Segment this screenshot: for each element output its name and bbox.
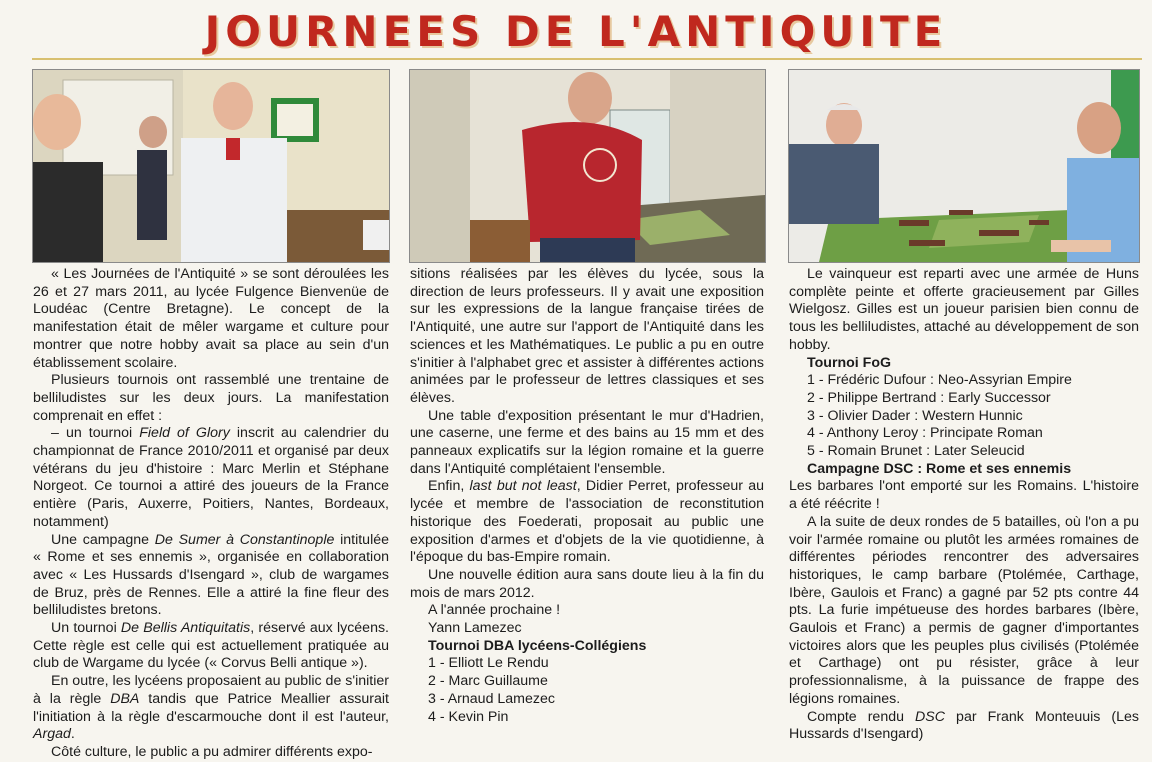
paragraph: Un tournoi De Bellis Antiquitatis, réservé aux lycéens. Cette règle est celle qui est actuellement pratiquée au club de Wargame du lycée (« Corvus Belli antique »). (33, 620, 390, 672)
title-divider (32, 58, 1142, 60)
paragraph: sitions réalisées par les élèves du lycée, sous la direction de leurs professeurs. Il y avait une exposition sur les expressions de la langue française tirées de l'Antiquité, une autre sur l'apport de l'Antiquité dans les sciences et les Mathématiques. Le public a pu en outre s'initier à l'alphabet grec et assister à différentes actions animées par le professeur de lettres classiques et ses élèves. (410, 266, 764, 406)
paragraph: Les barbares l'ont emporté sur les Romains. L'histoire a été réécrite ! (789, 478, 1139, 513)
list-item: 2 - Philippe Bertrand : Early Successor (807, 389, 1051, 406)
paragraph: Le vainqueur est reparti avec une armée de Huns complète peinte et offerte gracieusement par Gilles Wielgosz. Gilles est un joueur parisien bien connu de tous les belliludistes, attaché au développement de son hobby. (789, 266, 1139, 353)
paragraph: Plusieurs tournois ont rassemblé une trentaine de belliludistes sur les deux jours. La manifestation comprenait en effet : (33, 372, 389, 424)
column-3 (789, 266, 1139, 744)
list-item: 2 - Marc Guillaume (428, 673, 548, 690)
paragraph: – un tournoi Field of Glory inscrit au calendrier du championnat de France 2010/2011 et organisé par deux vétérans du jeu d'histoire : Marc Merlin et Stéphane Norgeot. Ce tournoi a attiré des joueurs de la France entière (Paris, Auxerre, Poitiers, Nantes, Bordeaux, notamment) (33, 425, 389, 530)
photo-wargame-players (788, 69, 1140, 263)
list-item: 4 - Anthony Leroy : Principate Roman (807, 425, 1043, 442)
sign-off: A l'année prochaine ! (428, 602, 561, 619)
paragraph: Une table d'exposition présentant le mur d'Hadrien, une caserne, une ferme et des bains au 15 mm et des panneaux explicatifs sur la légion romaine et la guerre dans l'Antiquité complétaient l'ensemble. (410, 407, 764, 477)
column-1 (33, 266, 389, 762)
list-item: 3 - Olivier Dader : Western Hunnic (807, 407, 1023, 424)
section-heading: Tournoi FoG (807, 354, 892, 371)
column-2 (410, 266, 764, 726)
paragraph: En outre, les lycéens proposaient au public de s'initier à la règle DBA tandis que Patrice Meallier assurait l'initiation à la règle d'escarmouche dont il est l'auteur, Argad. (33, 673, 389, 743)
paragraph: « Les Journées de l'Antiquité » se sont déroulées les 26 et 27 mars 2011, au lycée Fulgence Bienvenüe de Loudéac (Centre Bretagne). Le concept de la manifestation était de mêler wargame et culture pour montrer que notre hobby avait sa place au sein d'un établissement scolaire. (33, 266, 389, 371)
section-heading: Campagne DSC : Rome et ses ennemis (807, 460, 1072, 477)
paragraph: Enfin, last but not least, Didier Perret, professeur au lycée et membre de l'association de reconstitution historique des Foederati, proposait au public une exposition d'armes et d'objets de la vie quotidienne, à l'époque du bas-Empire romain. (410, 478, 764, 566)
list-item: 4 - Kevin Pin (428, 708, 509, 725)
photo-exhibition-table (409, 69, 766, 263)
photo-visitors (32, 69, 390, 263)
paragraph: Une nouvelle édition aura sans doute lieu à la fin du mois de mars 2012. (410, 566, 764, 601)
list-item: 3 - Arnaud Lamezec (428, 690, 555, 707)
page-title: JOURNEES DE L'ANTIQUITE (204, 7, 948, 56)
paragraph: Côté culture, le public a pu admirer différents expo- (51, 743, 373, 760)
list-item: 1 - Frédéric Dufour : Neo-Assyrian Empire (807, 372, 1072, 389)
section-heading: Tournoi DBA lycéens-Collégiens (428, 637, 647, 654)
author: Yann Lamezec (428, 620, 522, 637)
paragraph: Compte rendu DSC par Frank Monteuuis (Les Hussards d'Isengard) (789, 708, 1139, 743)
list-item: 1 - Elliott Le Rendu (428, 655, 549, 672)
paragraph: A la suite de deux rondes de 5 batailles, où l'on a pu voir l'armée romaine ou plutôt les armées romaines de différentes périodes rencontrer des adversaires historiques, le camp barbare (Ptolémée, Carthage, Ibère, Gaulois et Franc) a gagné par 52 pts contre 44 pts. La furie impétueuse des hordes barbares (Ibère, Gaulois et Franc) a permis de gagner d'importantes victoires alors que les peuples plus civilisés (Ptolémée et Carthage) ont pu résister, grâce à leur professionnalisme, à la puissance de frappe des légions romaines. (789, 513, 1139, 707)
list-item: 5 - Romain Brunet : Later Seleucid (807, 443, 1025, 460)
paragraph: Une campagne De Sumer à Constantinople intitulée « Rome et ses ennemis », organisée en collaboration avec « Les Hussards d'Isengard », club de wargames de Bruz, près de Rennes. Elle a attiré la fine fleur des belliludistes bretons. (33, 531, 389, 619)
